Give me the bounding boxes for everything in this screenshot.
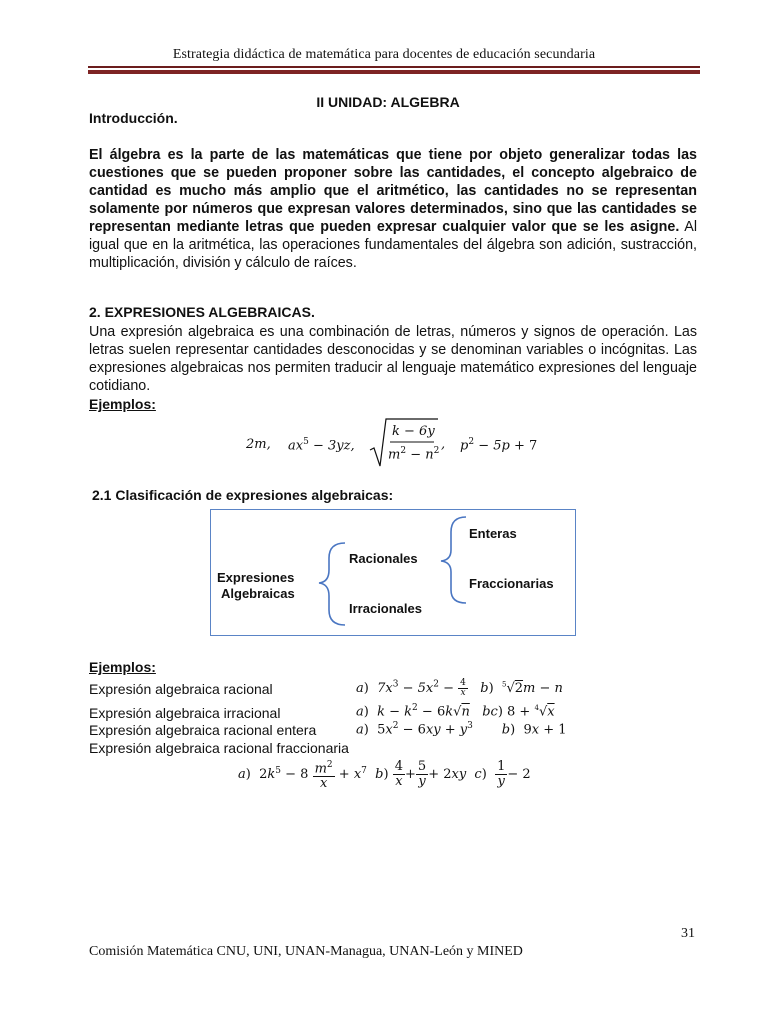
section21-heading: 2.1 Clasificación de expresiones algebraicas: <box>92 487 394 503</box>
row-math-irrational: a) $k - k^2 - 6k√n$ bc) 8 + $^4$√x <box>356 703 555 720</box>
formula-p2-5p-7: $p^2 - 5p + 7$ <box>460 437 538 454</box>
row-label-integer: Expresión algebraica racional entera <box>89 722 317 738</box>
row-label-fractional: Expresión algebraica racional fraccionaria <box>89 740 349 756</box>
section2-paragraph: Una expresión algebraica es una combinación de letras, números y signos de operación. Las letras suelen representar cantidades desconocidas y se denominan variables o incógnitas. Las expresiones algebraicas nos permiten traducir al lenguaje matemático expresiones del lenguaje cotidiano. <box>89 324 697 394</box>
intro-paragraph <box>89 146 697 272</box>
row-math-rational: a) $7x^3 - 5x^2$ − $\frac{4}{x}$ b) $^5$√2m − n <box>356 678 563 698</box>
formula-2m: 2m, <box>246 437 271 452</box>
examples-label-2: Ejemplos: <box>89 659 156 675</box>
running-header: Estrategia didáctica de matemática para docentes de educación secundaria <box>172 47 596 62</box>
frac-m2-over-x: $\frac{m^2}{x}$ <box>314 760 333 792</box>
frac-1-over-y: $\frac{1}{y}$ <box>497 759 506 790</box>
diagram-integer: Enteras <box>469 526 517 541</box>
diagram-root-line1: Expresiones <box>217 570 295 585</box>
diagram-fractional: Fraccionarias <box>469 576 554 591</box>
frac-4-over-x-b: $\frac{4}{x}$ <box>394 759 403 790</box>
header-divider-thick <box>88 70 700 74</box>
page-number: 31 <box>681 926 695 941</box>
sqrt-denominator: $m^2 - n^2$ <box>388 446 440 463</box>
formula-ax5-3yz: $ax^5 - 3yz$, <box>288 437 355 454</box>
diagram-irrational: Irracionales <box>349 601 422 616</box>
intro-bold-text: El álgebra es la parte de las matemáticas que tiene por objeto generalizar todas las cuestiones que se pueden proponer sobre las cantidades, el concepto algebraico de cantidad es mucho más amplio que el aritmético, las cantidades no se representan solamente por números que expresan valores determinados, sino que las cantidades se representan mediante letras que pueden expresar cualquier valor que se les asigne. <box>89 147 697 235</box>
formula-comma: , <box>441 437 446 452</box>
header-divider-thin <box>88 66 700 68</box>
sqrt-numerator: k − 6y <box>392 424 435 439</box>
row-label-irrational: Expresión algebraica irracional <box>89 705 281 721</box>
formula-sqrt-fraction <box>368 416 440 468</box>
section2-heading: 2. EXPRESIONES ALGEBRAICAS. <box>89 304 315 320</box>
unit-title: II UNIDAD: ALGEBRA <box>316 94 460 110</box>
classification-diagram <box>210 509 576 636</box>
diagram-rational: Racionales <box>349 551 418 566</box>
frac-4-over-x: $\frac{4}{x}$ <box>460 678 466 698</box>
intro-heading: Introducción. <box>89 110 178 126</box>
intro-normal-text: Al igual que en la aritmética, las operaciones fundamentales del álgebra son adición, sustracción, multiplicación, división y cálculo de raíces. <box>89 219 697 271</box>
diagram-root-line2: Algebraicas <box>221 586 295 601</box>
footer-text: Comisión Matemática CNU, UNI, UNAN-Managua, UNAN-León y MINED <box>89 944 523 959</box>
row-math-integer: a) $5x^2 - 6xy + y^3$ b) 9x + 1 <box>356 721 567 738</box>
frac-5-over-y: $\frac{5}{y}$ <box>417 759 427 790</box>
row-math-fractional: a) $2k^5 - 8$ $\frac{m^2}{x}$ + $x^7$ b) $\frac{4}{x}$ + $\frac{5}{y}$ + 2xy c) $\frac{1}{y}$ − 2 <box>238 759 531 792</box>
row-label-rational: Expresión algebraica racional <box>89 681 273 697</box>
examples-label-1: Ejemplos: <box>89 396 156 412</box>
